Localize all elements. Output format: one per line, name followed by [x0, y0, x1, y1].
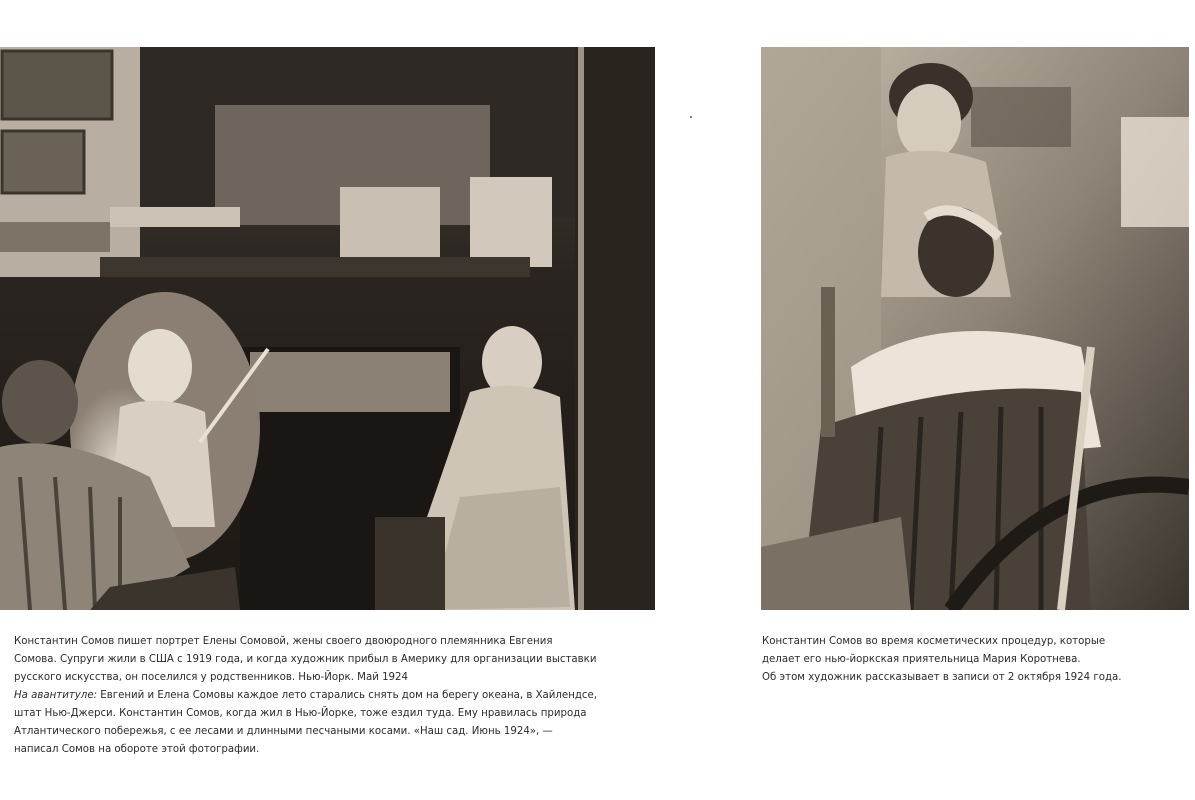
page-mark	[690, 116, 692, 118]
caption-line: Об этом художник рассказывает в записи от 2 октября 1924 года.	[762, 672, 1122, 683]
caption-line: русского искусства, он поселился у родственников. Нью-Йорк. Май 1924	[14, 672, 408, 683]
caption-line: Константин Сомов пишет портрет Елены Сомовой, жены своего двоюродного племянника Евгения	[14, 636, 553, 647]
photo-portrait-session	[0, 47, 655, 610]
caption-text: Евгений и Елена Сомовы каждое лето старались снять дом на берегу океана, в Хайлендсе,	[97, 690, 598, 701]
caption-left	[14, 633, 598, 759]
photo-portrait-session-image	[0, 47, 655, 610]
caption-line: Сомова. Супруги жили в США с 1919 года, и когда художник прибыл в Америку для организации выставки	[14, 654, 597, 665]
frontispiece-label: На авантитуле:	[14, 690, 98, 701]
caption-line: штат Нью-Джерси. Константин Сомов, когда жил в Нью-Йорке, тоже ездил туда. Ему нравилась природа	[14, 708, 587, 719]
caption-line: делает его нью-йоркская приятельница Мария Коротнева.	[762, 654, 1081, 665]
caption-line	[14, 687, 598, 705]
caption-right	[762, 633, 1182, 687]
photo-cosmetic-procedure	[761, 47, 1189, 610]
photo-cosmetic-procedure-image	[761, 47, 1189, 610]
caption-line: Атлантического побережья, с ее лесами и длинными песчаными косами. «Наш сад. Июнь 1924», —	[14, 726, 553, 737]
caption-line: Константин Сомов во время косметических процедур, которые	[762, 636, 1106, 647]
caption-line: написал Сомов на обороте этой фотографии.	[14, 744, 260, 755]
